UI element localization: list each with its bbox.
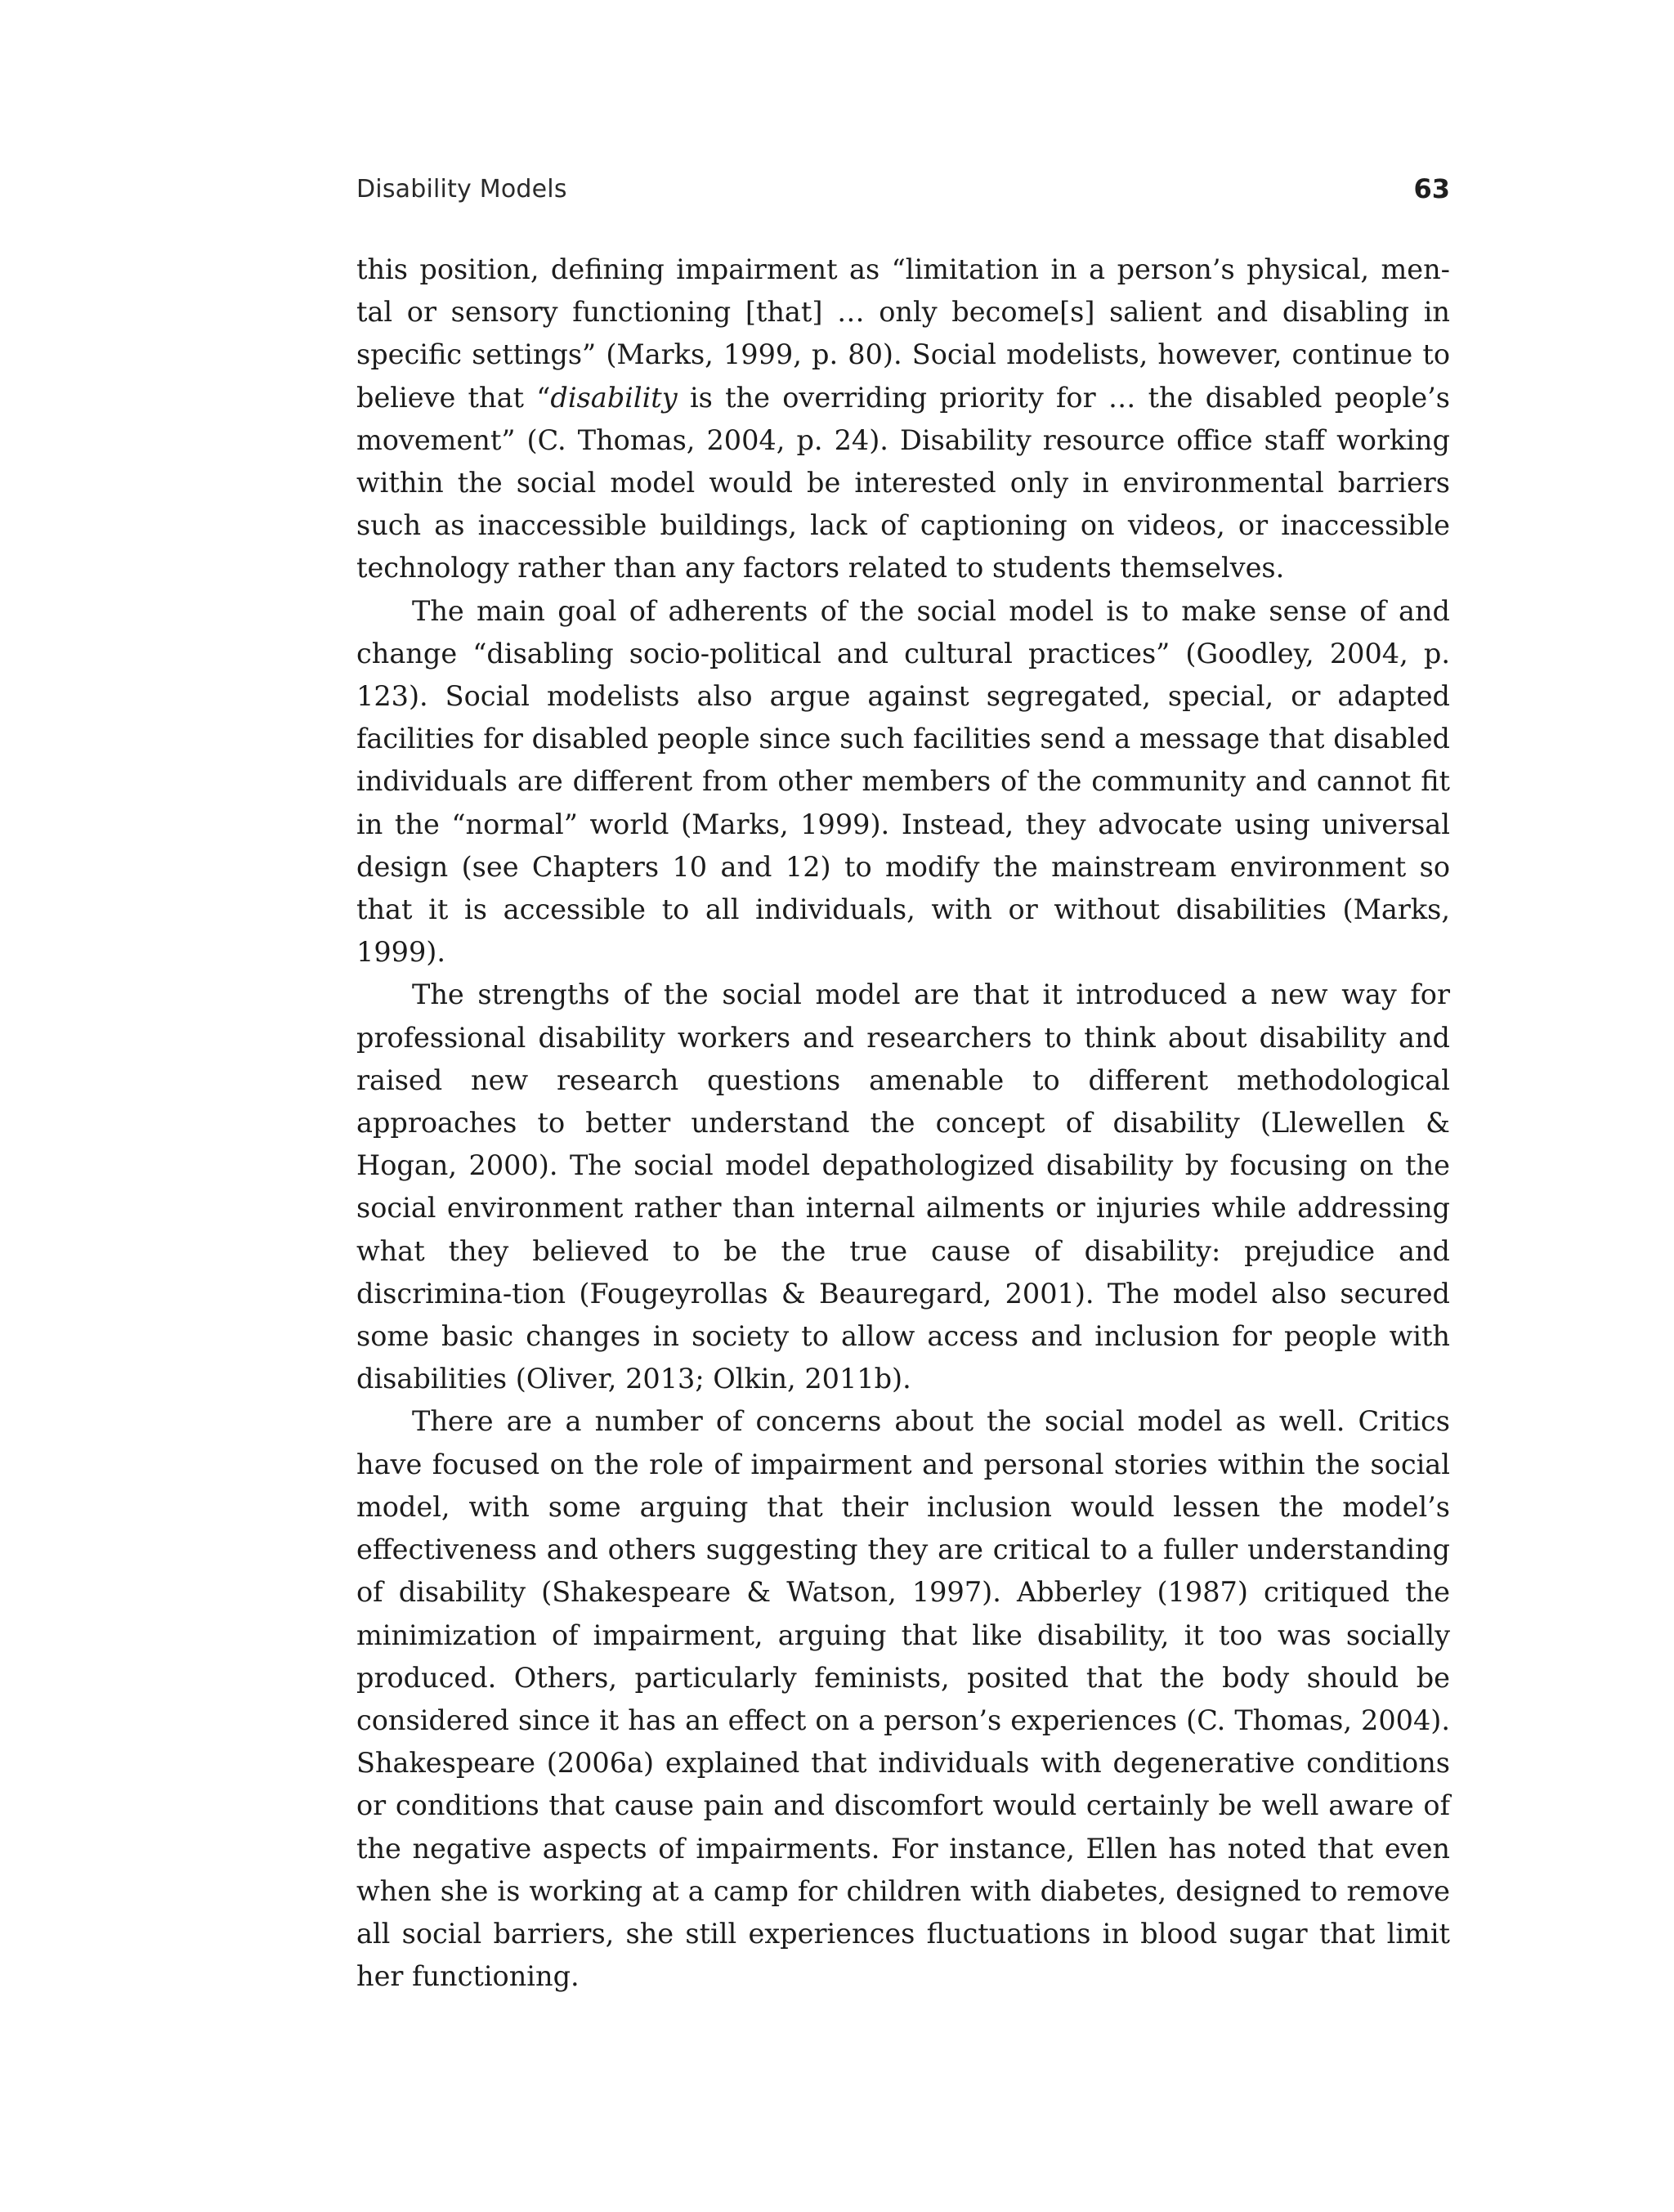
paragraph-social-model-strengths: The strengths of the social model are that it introduced a new way for professional disability workers and researchers to think about disability and raised new research questions amenable to different methodological approaches to better understand the concept of disability (Llewellen & Hogan, 2000). The social model depathologized disability by focusing on the social environment rather than internal ailments or injuries while addressing what they believed to be the true cause of disability: prejudice and discrimina-tion (Fougeyrollas & Beauregard, 2001). The model also secured some basic changes in society to allow access and inclusion for people with disabilities (Oliver, 2013; Olkin, 2011b).: [356, 978, 1450, 1395]
running-title: Disability Models: [356, 175, 567, 204]
paragraph-1-segment-b: is the overriding priority for … the disabled people’s movement” (C. Thomas, 2004, p. 24). Disability resource office staff working within the social model would be interested only in environmental barriers such as inaccessible buildings, lack of captioning on videos, or inaccessible technology rather than any factors related to students themselves.: [356, 381, 1450, 584]
emphasized-term-disability: disability: [550, 381, 678, 414]
paragraph-1-segment-a: this position, defining impairment as “limitation in a person’s physical, men-tal or sensory functioning [that] … only become[s] salient and disabling in specific settings” (Marks, 1999, p. 80). Social modelists, however, continue to believe that “: [356, 253, 1450, 414]
page-number: 63: [1413, 173, 1450, 204]
body-text: [356, 249, 1450, 1998]
paragraph-social-model-goals: The main goal of adherents of the social model is to make sense of and change “disabling socio-political and cultural practices” (Goodley, 2004, p. 123). Social modelists also argue against segregated, special, or adapted facilities for disabled people since such facilities send a message that disabled individuals are different from other members of the community and cannot fit in the “normal” world (Marks, 1999). Instead, they advocate using universal design (see Chapters 10 and 12) to modify the mainstream environment so that it is accessible to all individuals, with or without disabilities (Marks, 1999).: [356, 594, 1450, 969]
paragraph-social-model-concerns: There are a number of concerns about the social model as well. Critics have focused on the role of impairment and personal stories within the social model, with some arguing that their inclusion would lessen the model’s effectiveness and others suggesting they are critical to a fuller understanding of disability (Shakespeare & Watson, 1997). Abberley (1987) critiqued the minimization of impairment, arguing that like disability, it too was socially produced. Others, particularly feminists, posited that the body should be considered since it has an effect on a person’s experiences (C. Thomas, 2004). Shakespeare (2006a) explained that individuals with degenerative conditions or conditions that cause pain and discomfort would certainly be well aware of the negative aspects of impairments. For instance, Ellen has noted that even when she is working at a camp for children with diabetes, designed to remove all social barriers, she still experiences fluctuations in blood sugar that limit her functioning.: [356, 1405, 1450, 1993]
paragraph-continued: [356, 249, 1450, 590]
running-head: [356, 175, 1450, 211]
